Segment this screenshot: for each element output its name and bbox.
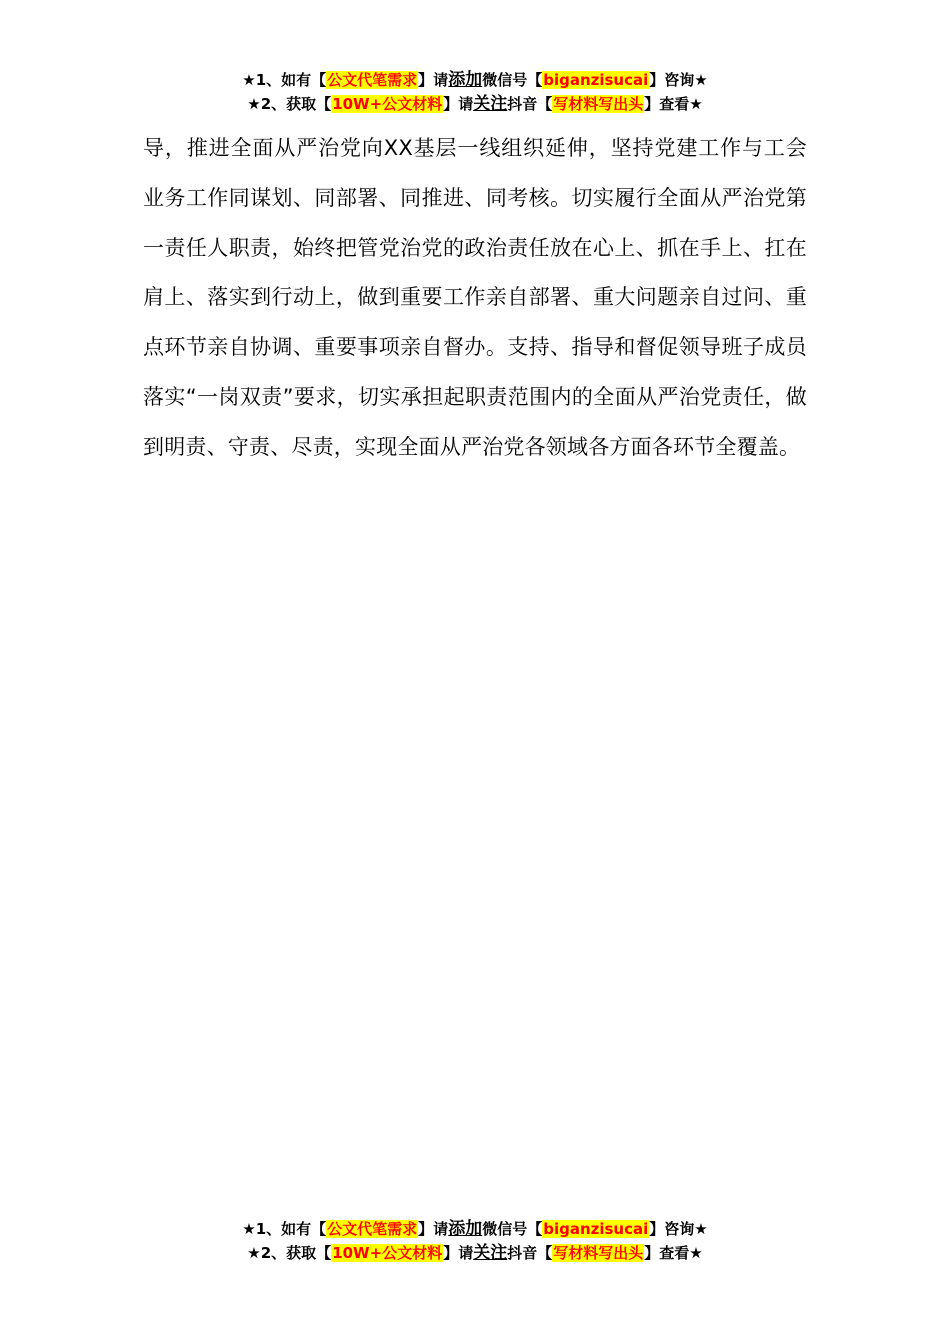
highlight-service: 公文代笔需求: [327, 1220, 418, 1238]
banner-line-1: [0, 1217, 950, 1241]
banner-text: 】咨询: [649, 71, 695, 89]
banner-emphasis: 关注: [473, 1243, 508, 1263]
highlight-wechat-id: biganzisucai: [543, 1220, 649, 1238]
banner-text: 】查看: [644, 1244, 690, 1262]
banner-text: 】查看: [644, 95, 690, 113]
highlight-materials: 10W+公文材料: [332, 1244, 443, 1262]
highlight-douyin-account: 写材料写出头: [553, 1244, 644, 1262]
highlight-douyin-account: 写材料写出头: [553, 95, 644, 113]
highlight-materials: 10W+公文材料: [332, 95, 443, 113]
banner-emphasis: 关注: [473, 94, 508, 114]
banner-text: 1、如有【: [255, 1220, 327, 1238]
banner-text: 】请: [418, 71, 449, 89]
banner-text: 抖音【: [507, 95, 553, 113]
top-banner: [0, 68, 950, 116]
banner-text: 】咨询: [649, 1220, 695, 1238]
body-paragraph: 导，推进全面从严治党向XX基层一线组织延伸，坚持党建工作与工会业务工作同谋划、同部署、同推进、同考核。切实履行全面从严治党第一责任人职责，始终把管党治党的政治责任放在心上、抓在手上、扛在肩上、落实到行动上，做到重要工作亲自部署、重大问题亲自过问、重点环节亲自协调、重要事项亲自督办。支持、指导和督促领导班子成员落实“一岗双责”要求，切实承担起职责范围内的全面从严治党责任，做到明责、守责、尽责，实现全面从严治党各领域各方面各环节全覆盖。: [143, 136, 807, 459]
star-icon: ★: [242, 71, 256, 89]
banner-text: 2、获取【: [260, 95, 332, 113]
star-icon: ★: [242, 1220, 256, 1238]
banner-emphasis: 添加: [448, 1219, 483, 1239]
star-icon: ★: [689, 1244, 703, 1262]
banner-text: 】请: [443, 95, 474, 113]
banner-text: 1、如有【: [255, 71, 327, 89]
banner-text: 微信号【: [482, 71, 543, 89]
banner-text: 抖音【: [507, 1244, 553, 1262]
banner-emphasis: 添加: [448, 70, 483, 90]
banner-text: 】请: [443, 1244, 474, 1262]
banner-text: 微信号【: [482, 1220, 543, 1238]
banner-text: 】请: [418, 1220, 449, 1238]
star-icon: ★: [694, 71, 708, 89]
bottom-banner: [0, 1217, 950, 1265]
star-icon: ★: [247, 95, 261, 113]
star-icon: ★: [694, 1220, 708, 1238]
banner-line-1: [0, 68, 950, 92]
banner-line-2: [0, 92, 950, 116]
banner-line-2: [0, 1241, 950, 1265]
star-icon: ★: [247, 1244, 261, 1262]
banner-text: 2、获取【: [260, 1244, 332, 1262]
star-icon: ★: [689, 95, 703, 113]
highlight-wechat-id: biganzisucai: [543, 71, 649, 89]
highlight-service: 公文代笔需求: [327, 71, 418, 89]
